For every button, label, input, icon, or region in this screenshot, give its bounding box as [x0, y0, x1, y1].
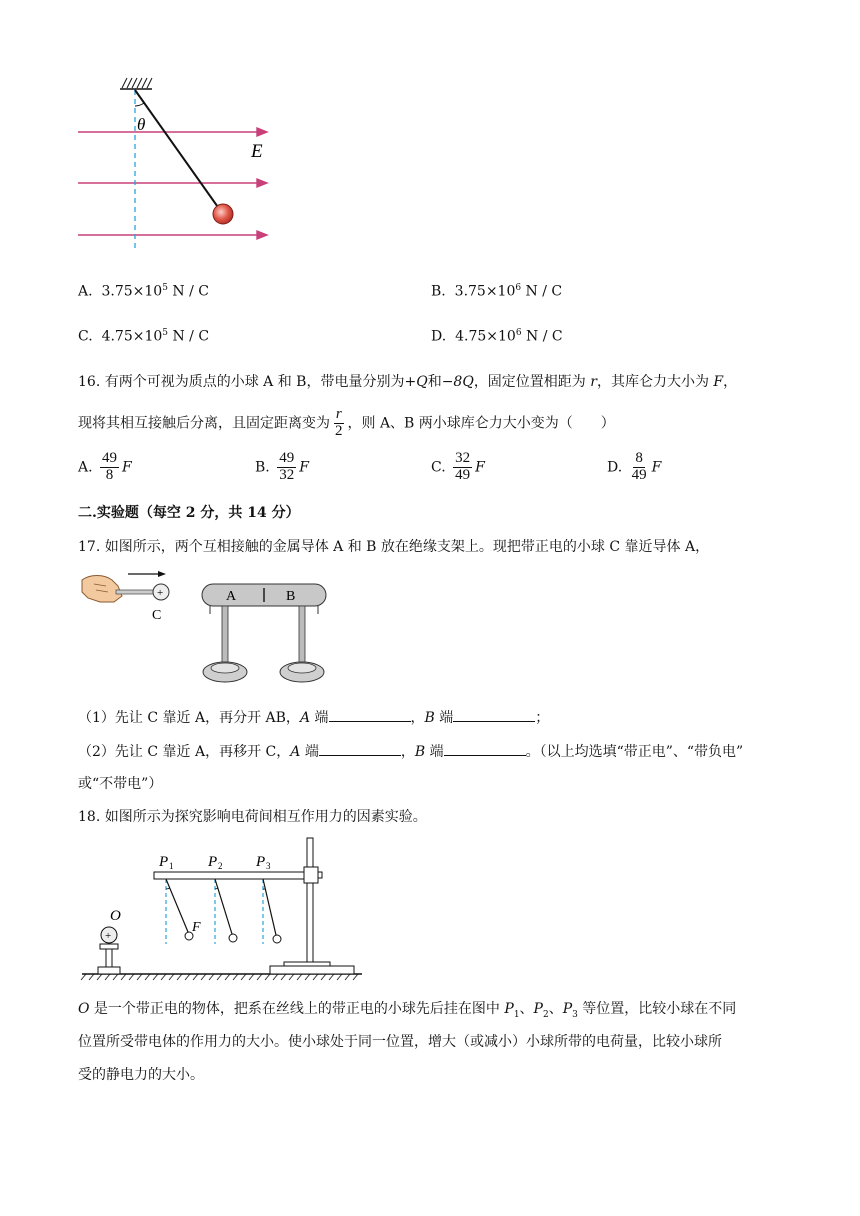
q17-part2-b-blank[interactable] [444, 743, 526, 756]
p3-subscript: 3 [266, 861, 271, 871]
object-o-label: O [110, 908, 121, 924]
conductor-figure [78, 568, 338, 693]
q16-stem-line2: 现将其相互接触后分离，且固定距离变为 $\frac{r}{2}$ ，则 A、B 两小球库仑力大小变为（ ） [78, 406, 615, 439]
q16-option-c: C. $\frac{32}{49}$ F [431, 450, 485, 483]
coulomb-apparatus-figure [78, 834, 368, 984]
ball-c-label: C [152, 608, 162, 623]
q15-option-b: B. $3.75\times 10^6$ N / C [431, 283, 563, 300]
q17-part2-a-blank[interactable] [319, 743, 401, 756]
q18-body-line1: O 是一个带正电的物体，把系在丝线上的带正电的小球先后挂在图中 $P_1$、$P_2$、$P_3$ 等位置，比较小球在不同 [78, 1001, 737, 1020]
q17-stem: 17. 如图所示，两个互相接触的金属导体 A 和 B 放在绝缘支架上。现把带正电的小球 C 靠近导体 A， [78, 539, 710, 555]
p1-label: P [159, 854, 169, 870]
q17-part1-b-blank[interactable] [453, 709, 535, 722]
field-label: E [251, 141, 263, 162]
q15-option-c: C. $4.75\times 10^5$ N / C [78, 328, 210, 345]
q16-option-a: A. $\frac{49}{8}$ F [78, 450, 132, 483]
q18-body-line2: 位置所受带电体的作用力的大小。使小球处于同一位置，增大（或减小）小球所带的电荷量，比较小球所 [78, 1034, 722, 1050]
theta-label: θ [137, 115, 146, 134]
q18-stem: 18. 如图所示为探究影响电荷间相互作用力的因素实验。 [78, 809, 427, 825]
force-label: F [192, 920, 201, 935]
q17-part1-a-blank[interactable] [329, 709, 411, 722]
q15-option-d: D. $4.75\times 10^6$ N / C [431, 328, 563, 345]
p1-subscript: 1 [169, 861, 174, 871]
q15-option-a: A. $3.75\times 10^5$ N / C [78, 283, 209, 300]
conductor-b-label: B [286, 589, 296, 604]
p2-label: P [208, 854, 218, 870]
q17-part2-cont: 或“不带电”） [78, 776, 163, 792]
q18-body-line3: 受的静电力的大小。 [78, 1067, 204, 1083]
q17-part1: （1）先让 C 靠近 A，再分开 AB，A 端 ，B 端 ； [78, 710, 550, 726]
p2-subscript: 2 [218, 861, 223, 871]
q16-option-d: D. $\frac{8}{49}$ F [607, 450, 662, 483]
conductor-a-label: A [226, 589, 237, 604]
object-plus-sign: + [105, 930, 112, 942]
q16-stem-line1: 16. 有两个可视为质点的小球 A 和 B，带电量分别为+Q和−8Q，固定位置相距为 r，其库仑力大小为 F， [78, 374, 738, 390]
q17-part2: （2）先让 C 靠近 A，再移开 C，A 端 ，B 端 。（以上均选填“带正电”、“带负电” [78, 744, 744, 760]
ball-plus-sign: + [157, 587, 164, 599]
q16-option-b: B. $\frac{49}{32}$ F [255, 450, 309, 483]
section-title: 二.实验题（每空 2 分，共 14 分） [78, 505, 300, 521]
p3-label: P [256, 854, 266, 870]
pendulum-field-figure [70, 70, 290, 255]
